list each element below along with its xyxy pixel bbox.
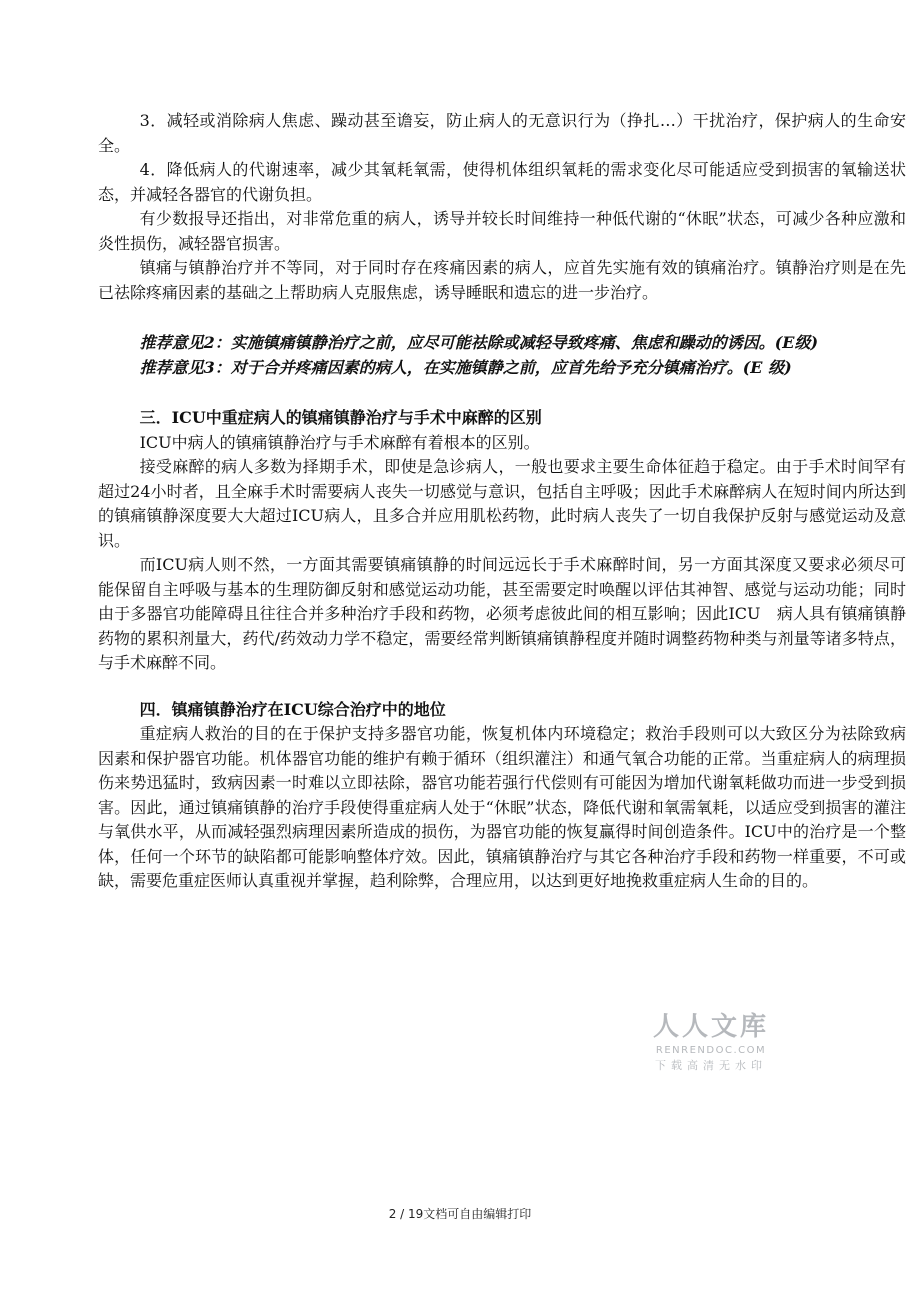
- watermark-brand: 人人文库: [652, 1012, 769, 1042]
- recommendation-3: 推荐意见3：对于合并疼痛因素的病人，在实施镇静之前，应首先给予充分镇痛治疗。(E 级): [139, 357, 792, 377]
- watermark-subtitle: 下载高清无水印: [655, 1059, 767, 1072]
- page-footer: 2 / 19文档可自由编辑打印: [388, 1207, 532, 1221]
- section-3-heading: 三．ICU中重症病人的镇痛镇静治疗与手术中麻醉的区别: [139, 408, 542, 427]
- section-3-paragraph-1: ICU中病人的镇痛镇静治疗与手术麻醉有着根本的区别。: [139, 432, 540, 452]
- paragraph-analgesia-vs-sedation: 镇痛与镇静治疗并不等同，对于同时存在疼痛因素的病人，应首先实施有效的镇痛治疗。镇静治疗则是在先已祛除疼痛因素的基础之上帮助病人克服焦虑，诱导睡眠和遗忘的进一步治疗。: [98, 258, 906, 302]
- watermark-url: RENRENDOC.COM: [655, 1045, 767, 1056]
- paragraph-item-4: 4．降低病人的代谢速率，减少其氧耗氧需，使得机体组织氧耗的需求变化尽可能适应受到损害的氧输送状态，并减轻各器官的代谢负担。: [98, 160, 906, 204]
- section-3-paragraph-2: 接受麻醉的病人多数为择期手术，即使是急诊病人，一般也要求主要生命体征趋于稳定。由于手术时间罕有超过24小时者，且全麻手术时需要病人丧失一切感觉与意识，包括自主呼吸；因此手术麻醉病人在短时间内所达到的镇痛镇静深度要大大超过ICU病人，且多合并应用肌松药物，此时病人丧失了一切自我保护反射与感觉运动及意识。: [98, 457, 906, 550]
- section-4-paragraph-1: 重症病人救治的目的在于保护支持多器官功能，恢复机体内环境稳定；救治手段则可以大致区分为祛除致病因素和保护器官功能。机体器官功能的维护有赖于循环（组织灌注）和通气氧合功能的正常。当重症病人的病理损伤来势迅猛时，致病因素一时难以立即祛除，器官功能若强行代偿则有可能因为增加代谢氧耗做功而进一步受到损害。因此，通过镇痛镇静的治疗手段使得重症病人处于“休眠”状态，降低代谢和氧需氧耗，以适应受到损害的灌注与氧供水平，从而减轻强烈病理因素所造成的损伤，为器官功能的恢复赢得时间创造条件。ICU中的治疗是一个整体，任何一个环节的缺陷都可能影响整体疗效。因此，镇痛镇静治疗与其它各种治疗手段和药物一样重要，不可或缺，需要危重症医师认真重视并掌握，趋利除弊，合理应用，以达到更好地挽救重症病人生命的目的。: [98, 724, 906, 890]
- section-4-heading: 四．镇痛镇静治疗在ICU综合治疗中的地位: [139, 699, 446, 719]
- section-3-paragraph-3: 而ICU病人则不然，一方面其需要镇痛镇静的时间远远长于手术麻醉时间，另一方面其深度又要求必须尽可能保留自主呼吸与基本的生理防御反射和感觉运动功能，甚至需要定时唤醒以评估其神智、感觉与运动功能；同时由于多器官功能障碍且往往合并多种治疗手段和药物，必须考虑彼此间的相互影响；因此ICU 病人具有镇痛镇静药物的累积剂量大，药代/药效动力学不稳定，需要经常判断镇痛镇静程度并随时调整药物种类与剂量等诸多特点，与手术麻醉不同。: [98, 555, 906, 672]
- paragraph-hibernation: 有少数报导还指出，对非常危重的病人，诱导并较长时间维持一种低代谢的“休眠”状态，可减少各种应激和炎性损伤，减轻器官损害。: [98, 209, 906, 253]
- recommendation-2: 推荐意见2：实施镇痛镇静治疗之前，应尽可能祛除或减轻导致疼痛、焦虑和躁动的诱因。(E级): [139, 333, 819, 352]
- document-body: [98, 109, 906, 894]
- watermark-logo: [649, 1010, 773, 1074]
- paragraph-item-3: 3．减轻或消除病人焦虑、躁动甚至谵妄，防止病人的无意识行为（挣扎…）干扰治疗，保护病人的生命安全。: [98, 111, 906, 155]
